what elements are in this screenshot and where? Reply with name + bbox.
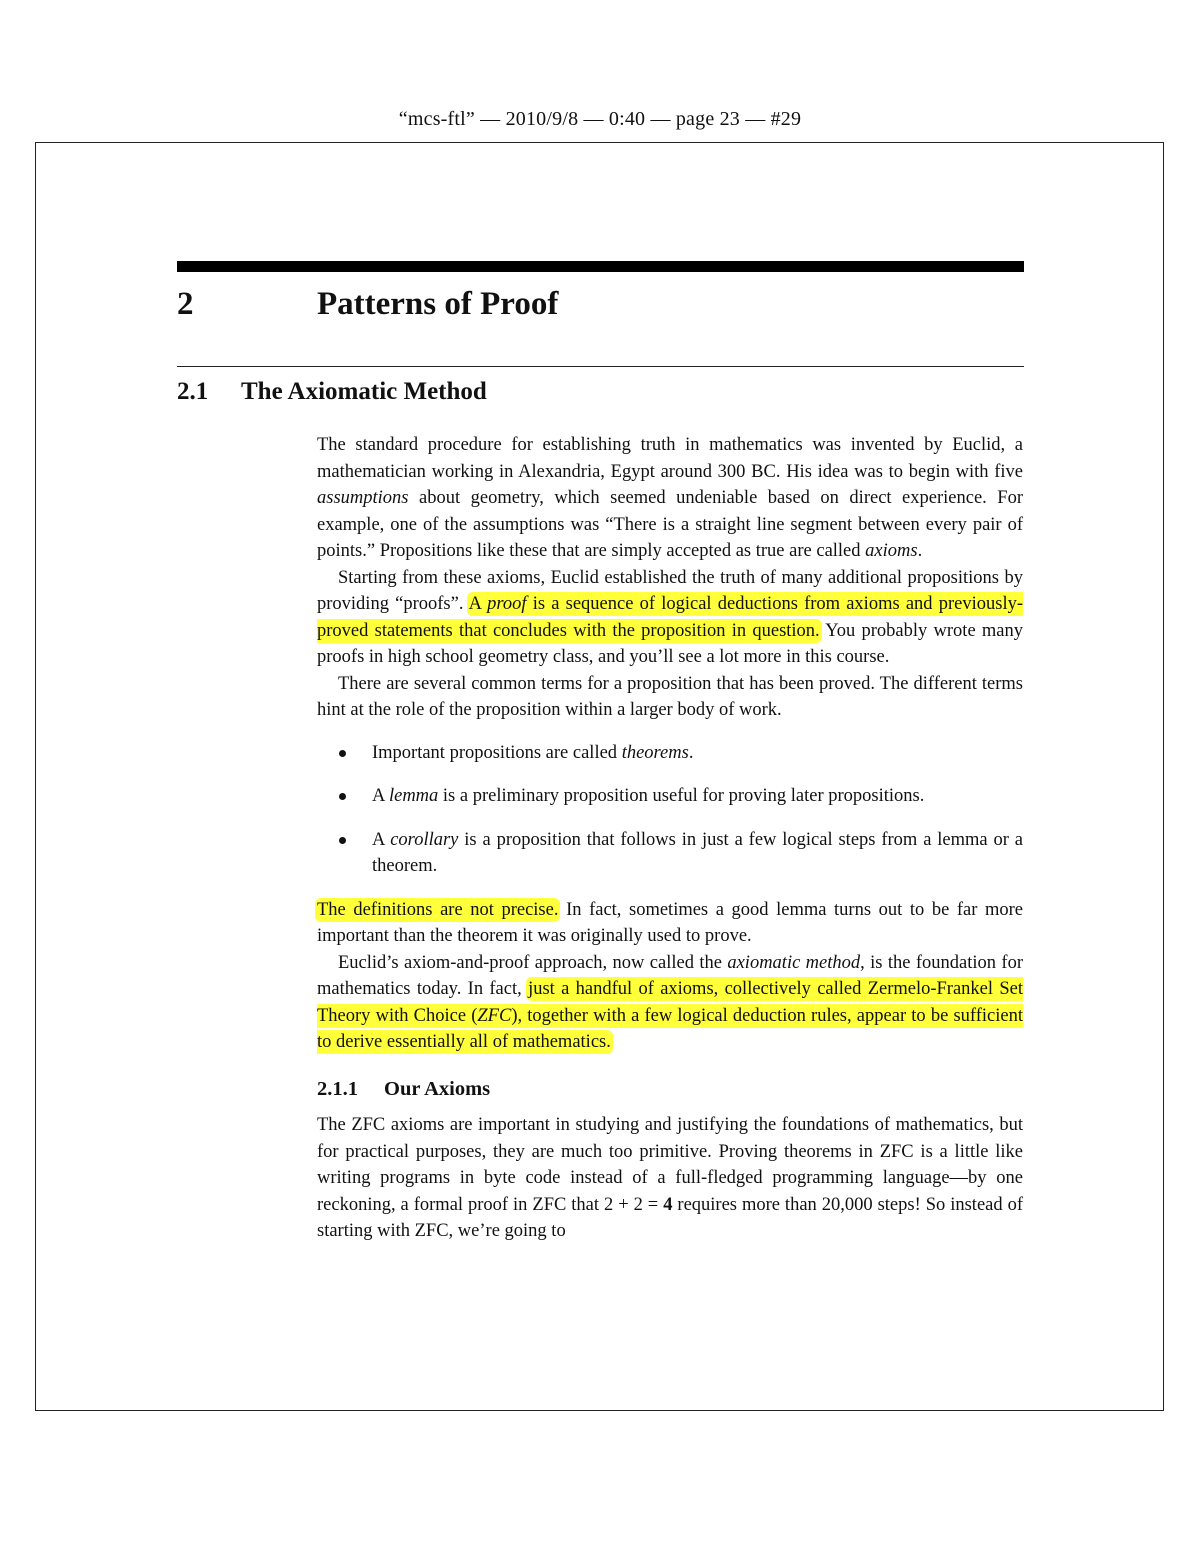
text-run: . (688, 742, 694, 763)
text-run: In fact, sometimes a good lemma turns out to be far more important than the theorem it was originally used to prove. (317, 899, 1024, 946)
emphasis-axiomatic-method: axiomatic method (727, 952, 861, 973)
text-run: The standard procedure for establishing truth in mathematics was invented by Euclid, a mathematician working in Alexandria, Egypt around 300 BC. His idea was to begin with five (317, 435, 1023, 482)
text-run: The ZFC axioms are important in studying and justifying the foundations of mathematics, but for practical purposes, they are much too primitive. Proving theorems in ZFC is a little like writing programs in byte code instead of a full-fledged programming language—by one reckoning, a formal proof in ZFC that 2 + 2 = (317, 1115, 1023, 1215)
bullet-icon (339, 837, 346, 844)
text-run: Important propositions are called (372, 742, 622, 763)
body-text (317, 432, 1023, 1245)
emphasis-axioms: axioms (865, 541, 918, 561)
text-run: is a proposition that follows in just a few logical steps from a lemma or a theorem. (372, 829, 1023, 876)
emphasis-assumptions: assumptions (317, 488, 409, 508)
text-run: about geometry, which seemed undeniable based on direct experience. For example, one of the assumptions was “There is a straight line segment between every pair of points.” Propositions like these that are simply accepted as true are called (317, 488, 1023, 561)
text-run: Euclid’s axiom-and-proof approach, now called the (338, 952, 728, 973)
emphasis-corollary: corollary (390, 829, 459, 850)
chapter-rule (177, 261, 1024, 272)
section-title: The Axiomatic Method (241, 378, 487, 405)
chapter-number: 2 (177, 286, 194, 322)
paragraph-definitions (317, 897, 1023, 950)
subsection-title: Our Axioms (384, 1077, 491, 1100)
text-run: just a handful of axioms, collectively called Zermelo-Frankel Set Theory with Choice ( (317, 979, 1023, 1026)
bullet-icon (339, 793, 346, 800)
bold-number: 4 (663, 1194, 673, 1215)
text-run: You probably wrote many proofs in high school geometry class, and you’ll see a lot more in this course. (317, 620, 1024, 667)
text-run: Starting from these axioms, Euclid established the truth of many additional propositions by providing “proofs”. (317, 567, 1023, 614)
section-number: 2.1 (177, 378, 209, 405)
emphasis-zfc: ZFC (477, 1005, 512, 1026)
paragraph-intro (317, 432, 1023, 565)
chapter-title: Patterns of Proof (317, 286, 559, 322)
terms-list (317, 740, 1023, 880)
running-header: “mcs-ftl” — 2010/9/8 — 0:40 — page 23 — #29 (398, 108, 802, 130)
bullet-icon (339, 750, 346, 757)
text-run: , is the foundation for mathematics today. In fact, (317, 952, 1023, 999)
emphasis-lemma: lemma (388, 786, 439, 806)
highlight-definitions-not-precise: The definitions are not precise. (317, 899, 559, 920)
text-run: requires more than 20,000 steps! So instead of starting with ZFC, we’re going to (317, 1194, 1023, 1241)
list-item (317, 740, 1023, 767)
text-run: . (917, 541, 923, 561)
emphasis-theorems: theorems (621, 742, 689, 763)
paragraph-proof-definition (317, 565, 1023, 671)
subsection-heading (317, 1076, 1023, 1103)
paragraph-our-axioms (317, 1112, 1023, 1245)
text-run: is a sequence of logical deductions from axioms and previously-proved statements that concludes with the proposition in question. (317, 594, 1023, 641)
subsection-number: 2.1.1 (317, 1077, 358, 1100)
text-run: A (372, 829, 391, 850)
paragraph-terms: There are several common terms for a proposition that has been proved. The different terms hint at the role of the proposition within a larger body of work. (317, 673, 1023, 720)
section-rule (177, 366, 1024, 367)
paragraph-axiomatic-method (317, 950, 1023, 1056)
emphasis-proof: proof (487, 594, 527, 614)
text-run: ), together with a few logical deduction rules, appear to be sufficient to derive essentially all of mathematics. (317, 1005, 1023, 1052)
text-run: A (372, 786, 389, 806)
text-run: A (468, 594, 488, 614)
text-run: is a preliminary proposition useful for proving later propositions. (438, 786, 925, 806)
list-item (317, 827, 1023, 880)
list-item (317, 783, 1023, 810)
